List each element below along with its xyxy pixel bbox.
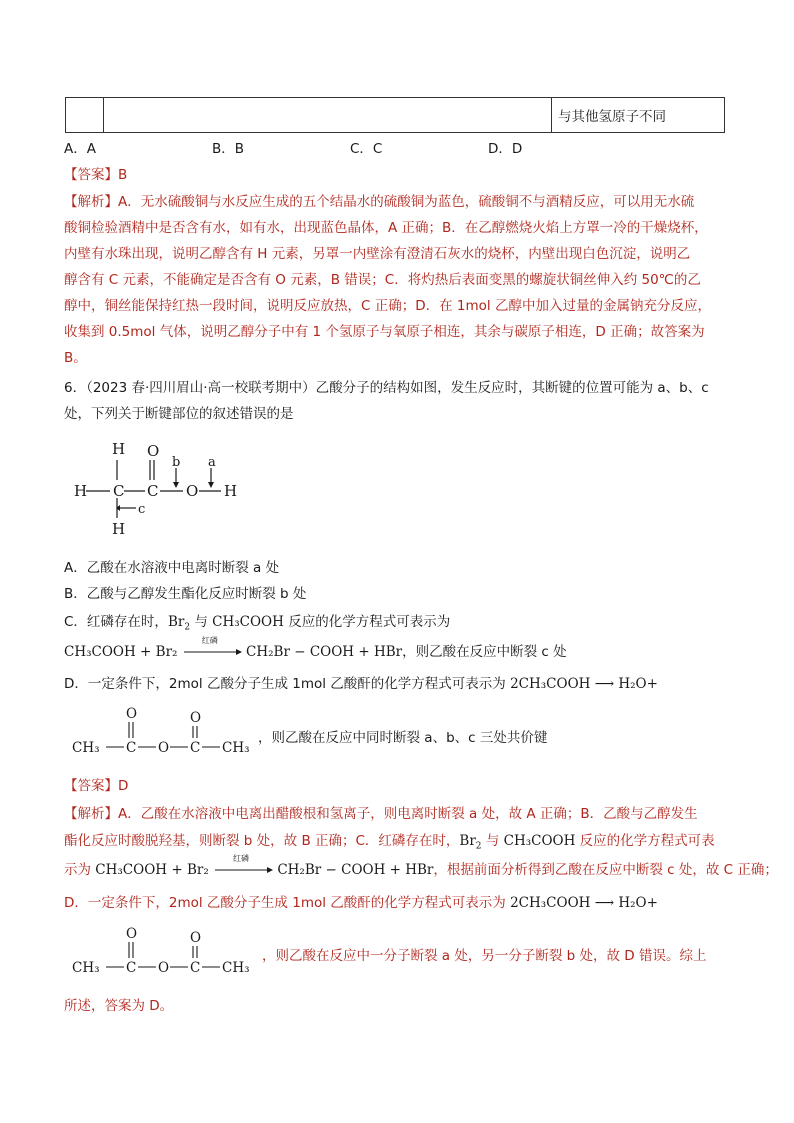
q6-option-d: D．一定条件下，2mol 乙酸分子生成 1mol 乙酸酐的化学方程式可表示为 2CH₃COOH ⟶ H₂O+ bbox=[64, 676, 658, 692]
atom-h-bottom: H bbox=[112, 520, 126, 538]
q5-analysis-line-3: 内壁有水珠出现，说明乙醇含有 H 元素，另罩一内壁涂有澄清石灰水的烧杯，内壁出现白色沉淀，说明乙 bbox=[64, 246, 691, 262]
atom-h-top: H bbox=[112, 440, 126, 458]
svg-text:O: O bbox=[158, 740, 170, 756]
q5-option-a: A．A bbox=[64, 141, 96, 157]
q6-analysis-line-1: 【解析】A．乙酸在水溶液中电离出醋酸根和氢离子，则电离时断裂 a 处，故 A 正确；B．乙酸与乙醇发生 bbox=[64, 806, 698, 822]
analysis-label: 【解析】 bbox=[64, 194, 118, 210]
svg-text:O: O bbox=[190, 710, 202, 726]
q6-analysis-line-4: D．一定条件下，2mol 乙酸分子生成 1mol 乙酸酐的化学方程式可表示为 2CH₃COOH ⟶ H₂O+ bbox=[64, 895, 658, 911]
svg-text:O: O bbox=[158, 960, 170, 976]
atom-o-carbonyl: O bbox=[147, 442, 160, 460]
answer-value: B bbox=[118, 167, 128, 183]
q5-answer bbox=[64, 163, 127, 183]
q5-analysis-line-5: 醇中，铜丝能保持红热一段时间，说明反应放热，C 正确；D．在 1mol 乙醇中加入过量的金属钠充分反应， bbox=[64, 298, 711, 314]
q6-analysis-line-5: ，则乙酸在反应中一分子断裂 a 处，另一分子断裂 b 处，故 D 错误。综上 bbox=[262, 948, 707, 964]
acetic-acid-structure bbox=[64, 436, 264, 546]
acetic-anhydride-structure bbox=[72, 704, 257, 762]
q6-option-d-tail: ，则乙酸在反应中同时断裂 a、b、c 三处共价键 bbox=[258, 730, 548, 746]
table-fragment bbox=[65, 97, 725, 133]
q6-analysis-line-3: 示为 CH₃COOH + Br₂ 红磷 CH₂Br − COOH + HBr，根据前面分析得到乙酸在反应中断裂 c 处，故 C 正确； bbox=[64, 854, 778, 878]
q5-option-c: C．C bbox=[350, 141, 383, 157]
atom-h-hydroxyl: H bbox=[224, 482, 238, 500]
table-cell-index bbox=[66, 98, 104, 133]
svg-text:C: C bbox=[126, 960, 137, 976]
svg-text:CH₃: CH₃ bbox=[222, 960, 250, 976]
q5-option-b: B．B bbox=[212, 141, 245, 157]
q6-option-c: C．红磷存在时，$Br_2$ 与 CH₃COOH 反应的化学方程式可表示为 bbox=[64, 614, 451, 633]
q5-option-d: D．D bbox=[488, 141, 523, 157]
q5-analysis-line-7: B。 bbox=[64, 350, 87, 366]
q6-analysis-line-6: 所述，答案为 D。 bbox=[64, 998, 174, 1014]
reaction-arrow bbox=[182, 636, 242, 657]
q6-answer: 【答案】D bbox=[64, 778, 129, 794]
eq-c-left: CH₃COOH + Br₂ bbox=[64, 644, 178, 660]
atom-h-left: H bbox=[74, 482, 88, 500]
label-a: a bbox=[208, 455, 216, 470]
svg-text:O: O bbox=[126, 706, 138, 722]
q6-analysis-line-2: 酯化反应时酸脱羟基，则断裂 b 处，故 B 正确；C．红磷存在时，$Br_2$ 与 CH₃COOH 反应的化学方程式可表 bbox=[64, 833, 715, 852]
eq-c-condition: 红磷 bbox=[201, 636, 218, 645]
svg-text:O: O bbox=[126, 926, 138, 942]
q6-option-a: A．乙酸在水溶液中电离时断裂 a 处 bbox=[64, 560, 280, 576]
q6-stem-line-1: 6．（2023 春·四川眉山·高一校联考期中）乙酸分子的结构如图，发生反应时，其断键的位置可能为 a、b、c bbox=[64, 380, 709, 396]
table-cell-note: 与其他氢原子不同 bbox=[552, 98, 725, 133]
atom-o-hydroxyl: O bbox=[186, 482, 199, 500]
svg-text:CH₃: CH₃ bbox=[72, 960, 100, 976]
svg-text:CH₃: CH₃ bbox=[72, 740, 100, 756]
reaction-arrow: 红磷 bbox=[213, 865, 273, 875]
option-d-equation: 2CH₃COOH ⟶ H₂O+ bbox=[510, 676, 658, 692]
svg-text:O: O bbox=[190, 930, 202, 946]
br2-formula: $Br_2$ bbox=[167, 614, 191, 633]
q6-stem-line-2: 处，下列关于断键部位的叙述错误的是 bbox=[64, 406, 294, 422]
svg-text:C: C bbox=[190, 960, 201, 976]
table-cell-content bbox=[104, 98, 552, 133]
label-b: b bbox=[172, 455, 181, 470]
q6-equation-c: CH₃COOH + Br₂ 红磷 CH₂Br − COOH + HBr，则乙酸在反应中断裂 c 处 bbox=[64, 636, 567, 660]
q5-analysis-line-4: 醇含有 C 元素，不能确定是否含有 O 元素，B 错误；C．将灼热后表面变黑的螺旋状铜丝伸入约 50℃的乙 bbox=[64, 272, 701, 288]
acetic-anhydride-structure-2 bbox=[72, 924, 257, 982]
label-c: c bbox=[138, 502, 146, 517]
svg-text:CH₃: CH₃ bbox=[222, 740, 250, 756]
eq-c-right: CH₂Br − COOH + HBr bbox=[246, 644, 403, 660]
atom-c2: C bbox=[147, 482, 159, 500]
svg-text:C: C bbox=[126, 740, 137, 756]
q5-analysis-line-1: 【解析】A．无水硫酸铜与水反应生成的五个结晶水的硫酸铜为蓝色，硫酸铜不与酒精反应，可以用无水硫 bbox=[64, 194, 695, 210]
q5-analysis-line-6: 收集到 0.5mol 气体，说明乙醇分子中有 1 个氢原子与氧原子相连，其余与碳原子相连，D 正确；故答案为 bbox=[64, 324, 705, 340]
q5-analysis-line-2: 酸铜检验酒精中是否含有水，如有水，出现蓝色晶体，A 正确；B．在乙醇燃烧火焰上方罩一冷的干燥烧杯， bbox=[64, 220, 708, 236]
q6-option-b: B．乙酸与乙醇发生酯化反应时断裂 b 处 bbox=[64, 586, 307, 602]
atom-c1: C bbox=[113, 482, 125, 500]
svg-text:C: C bbox=[190, 740, 201, 756]
answer-label: 【答案】 bbox=[64, 167, 118, 183]
